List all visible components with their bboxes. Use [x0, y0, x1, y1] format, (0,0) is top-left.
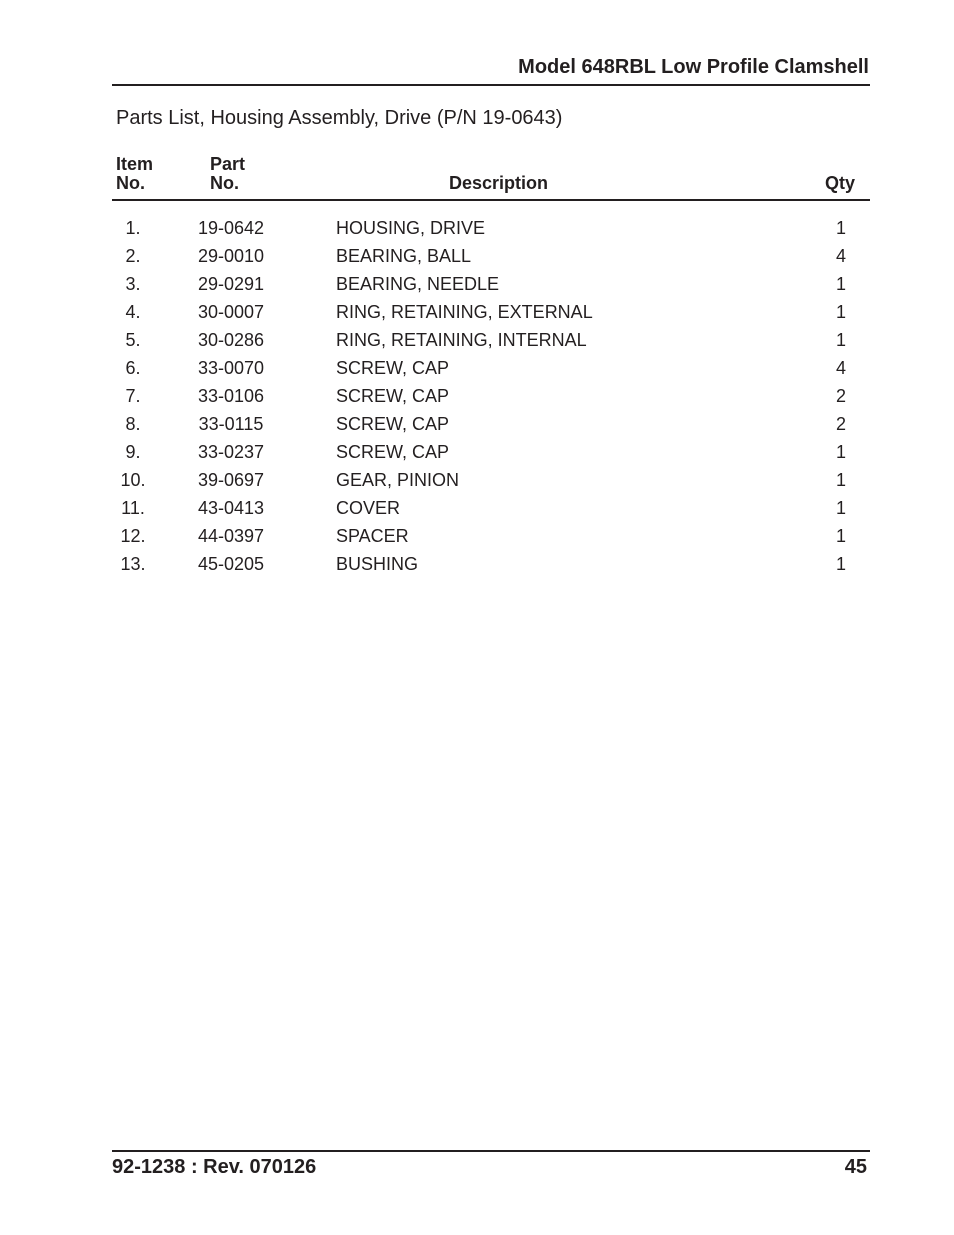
item-number-cell: 2. [125, 246, 141, 266]
quantity-cell: 1 [835, 274, 846, 294]
quantity-cell: 1 [835, 498, 846, 518]
table-row [112, 214, 870, 242]
item-number-cell: 12. [120, 526, 146, 546]
part-number-cell: 29-0291 [197, 274, 265, 294]
description-cell: SCREW, CAP [336, 386, 450, 406]
table-row [112, 354, 870, 382]
item-number-cell: 13. [120, 554, 146, 574]
quantity-cell: 1 [835, 442, 846, 462]
quantity-cell: 4 [835, 358, 846, 378]
column-header-part-no [210, 155, 245, 193]
description-cell: RING, RETAINING, INTERNAL [336, 330, 587, 350]
description-cell: HOUSING, DRIVE [336, 218, 486, 238]
column-header-item-line1: Item [116, 154, 154, 174]
table-row [112, 494, 870, 522]
item-number-cell: 6. [125, 358, 141, 378]
description-cell: SCREW, CAP [336, 442, 450, 462]
footer-divider [112, 1150, 870, 1152]
item-number-cell: 9. [125, 442, 141, 462]
item-number-cell: 10. [120, 470, 146, 490]
quantity-cell: 2 [835, 386, 846, 406]
description-cell: BEARING, BALL [336, 246, 472, 266]
item-number-cell: 5. [125, 330, 141, 350]
description-cell: SPACER [336, 526, 409, 546]
item-number-cell: 11. [121, 498, 145, 518]
document-revision: 92-1238 : Rev. 070126 [112, 1156, 317, 1178]
quantity-cell: 4 [835, 246, 846, 266]
column-header-qty: Qty [825, 173, 856, 193]
page-number: 45 [844, 1156, 867, 1178]
quantity-cell: 1 [835, 302, 846, 322]
item-number-cell: 7. [125, 386, 141, 406]
parts-table-body [112, 214, 870, 578]
description-cell: RING, RETAINING, EXTERNAL [336, 302, 593, 322]
table-row [112, 382, 870, 410]
description-cell: BUSHING [336, 554, 419, 574]
parts-list-title: Parts List, Housing Assembly, Drive (P/N 19-0643) [116, 107, 563, 129]
part-number-cell: 44-0397 [197, 526, 265, 546]
part-number-cell: 45-0205 [197, 554, 265, 574]
quantity-cell: 1 [835, 218, 846, 238]
table-row [112, 242, 870, 270]
column-header-item-line2: No. [116, 173, 145, 193]
table-row [112, 466, 870, 494]
item-number-cell: 4. [125, 302, 141, 322]
description-cell: BEARING, NEEDLE [336, 274, 500, 294]
table-row [112, 326, 870, 354]
table-row [112, 522, 870, 550]
part-number-cell: 33-0070 [197, 358, 265, 378]
part-number-cell: 33-0106 [197, 386, 265, 406]
part-number-cell: 30-0286 [197, 330, 265, 350]
part-number-cell: 43-0413 [197, 498, 265, 518]
description-cell: COVER [336, 498, 401, 518]
part-number-cell: 19-0642 [197, 218, 265, 238]
item-number-cell: 3. [125, 274, 141, 294]
part-number-cell: 30-0007 [197, 302, 265, 322]
description-cell: GEAR, PINION [336, 470, 460, 490]
quantity-cell: 1 [835, 554, 846, 574]
header-divider [112, 84, 870, 86]
table-row [112, 550, 870, 578]
item-number-cell: 8. [125, 414, 141, 434]
table-row [112, 270, 870, 298]
table-row [112, 298, 870, 326]
part-number-cell: 29-0010 [197, 246, 265, 266]
table-header-divider [112, 199, 870, 201]
quantity-cell: 1 [835, 470, 846, 490]
quantity-cell: 1 [835, 330, 846, 350]
part-number-cell: 33-0237 [197, 442, 265, 462]
part-number-cell: 39-0697 [197, 470, 265, 490]
table-row [112, 410, 870, 438]
document-header-title: Model 648RBL Low Profile Clamshell [518, 56, 869, 78]
description-cell: SCREW, CAP [336, 414, 450, 434]
column-header-description: Description [449, 173, 549, 193]
column-header-part-line2: No. [210, 173, 239, 193]
description-cell: SCREW, CAP [336, 358, 450, 378]
quantity-cell: 1 [835, 526, 846, 546]
quantity-cell: 2 [835, 414, 846, 434]
part-number-cell: 33-0115 [198, 414, 264, 434]
item-number-cell: 1. [125, 218, 141, 238]
column-header-part-line1: Part [210, 154, 246, 174]
column-header-item-no [116, 155, 153, 193]
table-row [112, 438, 870, 466]
